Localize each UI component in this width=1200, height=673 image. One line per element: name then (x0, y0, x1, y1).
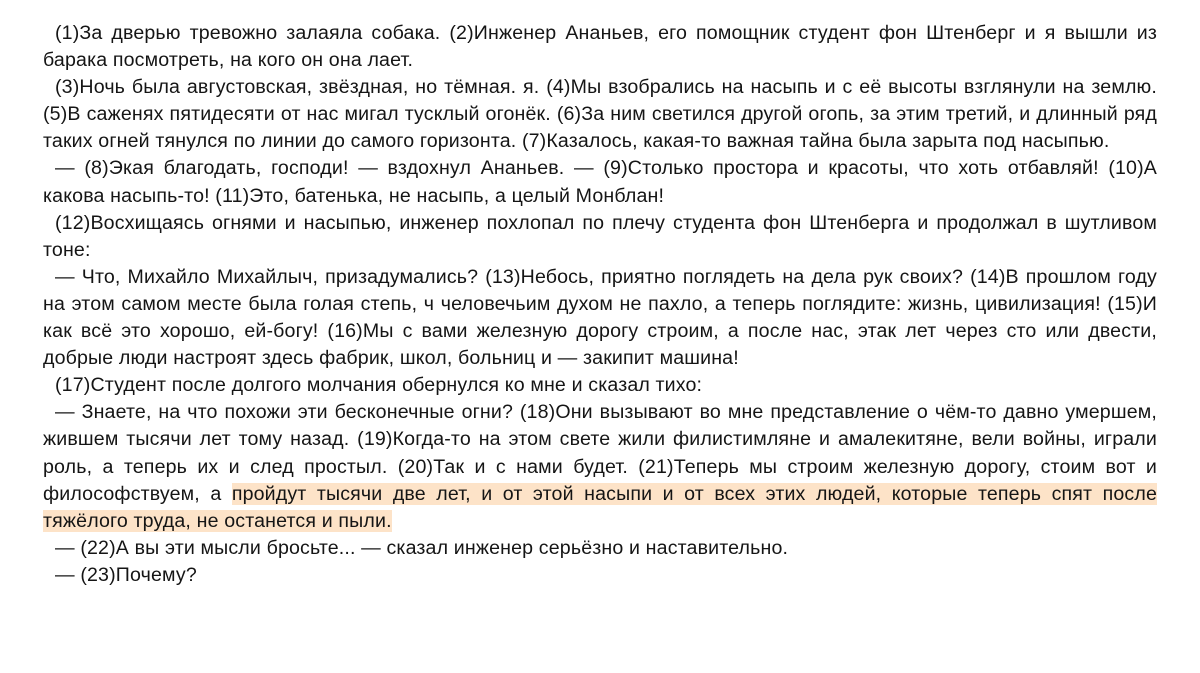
paragraph-1 (43, 20, 1157, 74)
document-text (43, 20, 1157, 589)
paragraph-1-text: (1)За дверью тревожно залаяла собака. (2)Инженер Ананьев, его помощник студент фон Штенберг и я вышли из барака посмотреть, на кого он она лает. (43, 22, 1157, 72)
paragraph-4-text: (12)Восхищаясь огнями и насыпью, инженер похлопал по плечу студента фон Штенберга и продолжал в шутливом тоне: (43, 211, 1157, 261)
paragraph-5-text: — Что, Михайло Михайлыч, призадумались? (13)Небось, приятно поглядеть на дела рук своих? (14)В прошлом году на этом самом месте была голая степь, ч человечьим духом не пахло, а теперь поглядите: жизнь, цивилизация! (15)И как всё это хорошо, ей-богу! (16)Мы с вами железную дорогу строим, а после нас, этак лет через сто или двести, добрые люди настроят здесь фабрик, школ, больниц и — закипит машина! (43, 265, 1157, 370)
paragraph-6-text: (17)Студент после долгого молчания обернулся ко мне и сказал тихо: (55, 374, 703, 397)
paragraph-3 (43, 155, 1157, 209)
paragraph-7 (43, 399, 1157, 534)
paragraph-6 (43, 372, 1157, 399)
paragraph-9 (43, 562, 1157, 589)
paragraph-8 (43, 535, 1157, 562)
paragraph-3-text: — (8)Экая благодать, господи! — вздохнул Ананьев. — (9)Столько простора и красоты, что хоть отбавляй! (10)А какова насыпь-то! (11)Это, батенька, не насыпь, а целый Монблан! (43, 157, 1157, 207)
paragraph-4 (43, 210, 1157, 264)
paragraph-8-text: — (22)А вы эти мысли бросьте... — сказал инженер серьёзно и наставительно. (55, 536, 789, 559)
paragraph-2 (43, 74, 1157, 155)
paragraph-9-text: — (23)Почему? (55, 563, 197, 586)
paragraph-7-text: — Знаете, на что похожи эти бесконечные огни? (18)Они вызывают во мне представление о чём-то давно умершем, жившем тысячи лет тому назад. (19)Когда-то на этом свете жили филистимляне и амалекитяне, вели войны, играли роль, а теперь их и след простыл. (20)Так и с нами будет. (21)Теперь мы строим железную дорогу, стоим вот и философствуем, а (43, 401, 1157, 505)
highlighted-fragment: пройдут тысячи две лет, и от этой насыпи и от всех этих людей, которые теперь спят после тяжёлого труда, не останется и пыли. (43, 482, 1157, 532)
paragraph-5 (43, 264, 1157, 372)
paragraph-2-text: (3)Ночь была августовская, звёздная, но тёмная. я. (4)Мы взобрались на насыпь и с её высоты взглянули на землю. (5)В саженях пятидесяти от нас мигал тусклый огонёк. (6)За ним светился другой огопь, за этим третий, и длинный ряд таких огней тянулся по линии до самого горизонта. (7)Казалось, какая-то важная тайна была зарыта под насыпью. (43, 76, 1157, 153)
